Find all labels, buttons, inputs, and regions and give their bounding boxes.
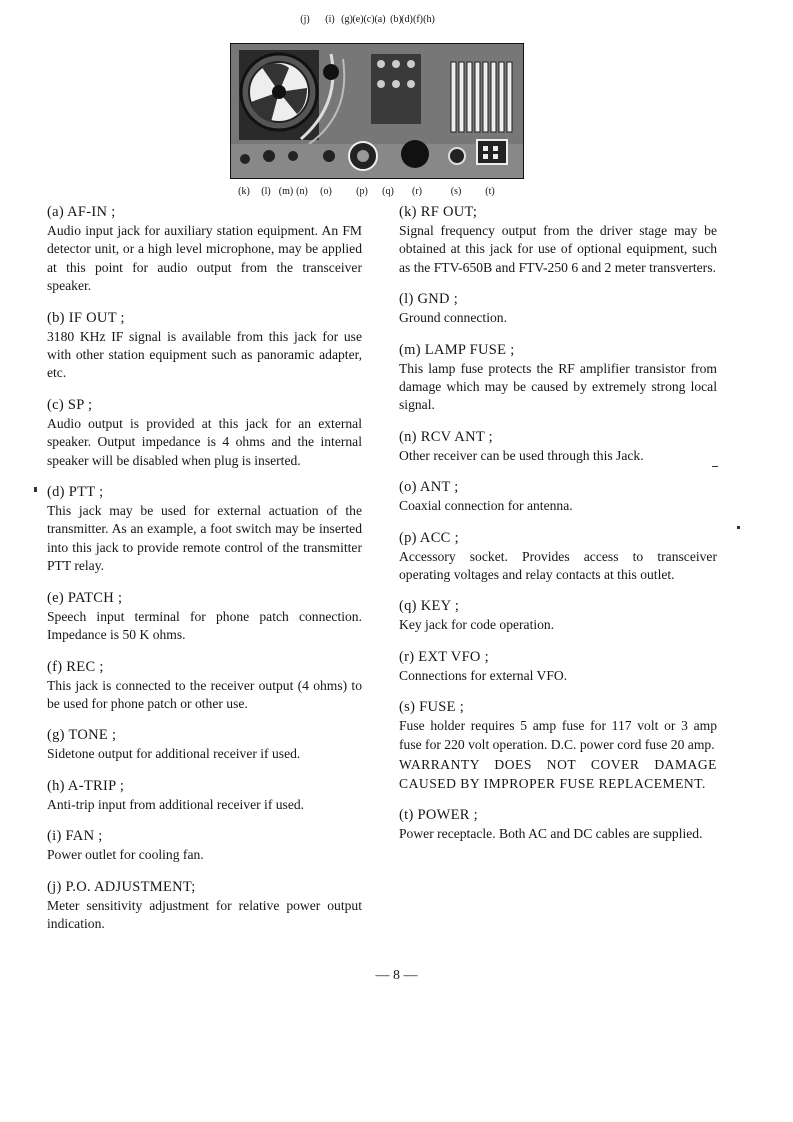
item-fan [47, 827, 362, 864]
item-heading: (m) LAMP FUSE ; [399, 341, 515, 358]
item-gnd [399, 290, 717, 327]
item-description: Audio input jack for auxiliary station equipment. An FM detector unit, or a high level microphone, may be applied at this point for audio output from the transceiver speaker. [47, 223, 362, 294]
item-af-in [47, 203, 362, 296]
page-number: — 8 — [375, 968, 418, 983]
callout-t: (t) [485, 186, 495, 197]
item-description: Connections for external VFO. [399, 667, 568, 683]
item-description: Coaxial connection for antenna. [399, 498, 573, 514]
item-if-out [47, 309, 362, 383]
item-description: Fuse holder requires 5 amp fuse for 117 volt or 3 amp fuse for 220 volt operation. D.C. power cord fuse 20 amp. [399, 718, 717, 752]
item-description: Power receptacle. Both AC and DC cables are supplied. [399, 825, 703, 841]
callout-r: (r) [412, 186, 422, 197]
callout-n: (n) [296, 186, 308, 197]
rear-panel-photo [230, 43, 524, 179]
item-heading: (a) AF-IN ; [47, 204, 116, 220]
item-heading: (k) RF OUT; [399, 204, 478, 220]
item-lamp-fuse [399, 341, 717, 415]
item-description: This jack is connected to the receiver output (4 ohms) to be used for phone patch or other use. [47, 677, 362, 711]
item-ptt [47, 483, 362, 576]
item-sp [47, 396, 362, 470]
item-heading: (l) GND ; [399, 291, 459, 308]
scan-speck [712, 466, 718, 467]
item-heading: (i) FAN ; [47, 828, 103, 845]
item-heading: (n) RCV ANT ; [399, 428, 494, 445]
scan-speck [34, 487, 37, 492]
figure-top-callouts [0, 14, 793, 28]
left-column [47, 203, 362, 946]
item-po-adjustment [47, 878, 362, 934]
item-description: Key jack for code operation. [399, 617, 555, 633]
item-power [399, 806, 717, 843]
item-description: Anti-trip input from additional receiver if used. [47, 796, 305, 812]
item-fuse [399, 698, 717, 793]
item-heading: (q) KEY ; [399, 598, 460, 615]
item-heading: (e) PATCH ; [47, 589, 123, 606]
callout-j: (j) [300, 14, 310, 25]
right-column [399, 203, 717, 856]
item-rec [47, 658, 362, 714]
item-heading: (j) P.O. ADJUSTMENT; [47, 878, 196, 895]
item-heading: (s) FUSE ; [399, 699, 465, 716]
item-description: 3180 KHz IF signal is available from this jack for use with other station equipment such as panoramic adapter, etc. [47, 328, 362, 381]
item-description: Other receiver can be used through this Jack. [399, 447, 644, 463]
callout-b: (b) [390, 14, 402, 25]
item-heading: (f) REC ; [47, 658, 104, 675]
item-description: Audio output is provided at this jack for an external speaker. Output impedance is 4 ohms and the internal speaker will be disabled when plug is inserted. [47, 415, 362, 468]
figure-bottom-callouts [0, 186, 793, 200]
item-description: This lamp fuse protects the RF amplifier transistor from damage which may be caused by extremely strong local signal. [399, 360, 717, 413]
callout-i: (i) [325, 14, 335, 25]
item-rf-out [399, 203, 717, 277]
item-description: Ground connection. [399, 310, 507, 326]
item-description: Signal frequency output from the driver stage may be obtained at this jack for use of optional equipment, such as the FTV-650B and FTV-250 6 and 2 meter transverters. [399, 223, 717, 275]
callout-s: (s) [450, 186, 462, 197]
item-key [399, 597, 717, 634]
item-ext-vfo [399, 648, 717, 685]
item-acc [399, 529, 717, 585]
item-heading: (o) ANT ; [399, 479, 459, 496]
callout-l: (l) [261, 186, 271, 197]
callout-a: (a) [374, 14, 386, 25]
item-tone [47, 726, 362, 763]
item-patch [47, 589, 362, 645]
item-description: Meter sensitivity adjustment for relative power output indication. [47, 897, 362, 931]
item-description: Power outlet for cooling fan. [47, 847, 204, 863]
callout-k: (k) [238, 186, 250, 197]
item-heading: (b) IF OUT ; [47, 309, 125, 326]
warranty-warning: WARRANTY DOES NOT COVER DAMAGE CAUSED BY IMPROPER FUSE REPLACEMENT. [399, 757, 717, 791]
callout-d: (d) [401, 14, 413, 25]
item-description: This jack may be used for external actuation of the transmitter. As an example, a foot switch may be inserted into this jack to provide remote control of the transmitter PTT relay. [47, 503, 362, 574]
callout-h: (h) [423, 14, 435, 25]
scan-speck [737, 526, 740, 529]
item-rcv-ant [399, 428, 717, 465]
callout-f: (f) [413, 14, 423, 25]
item-ant [399, 478, 717, 515]
item-description: Speech input terminal for phone patch connection. Impedance is 50 K ohms. [47, 608, 362, 643]
callout-c: (c) [363, 14, 375, 25]
callout-q: (q) [382, 186, 394, 197]
callout-g: (g) [341, 14, 353, 25]
item-heading: (t) POWER ; [399, 806, 479, 823]
item-heading: (d) PTT ; [47, 484, 104, 501]
item-description: Sidetone output for additional receiver if used. [47, 746, 301, 762]
item-heading: (p) ACC ; [399, 529, 459, 546]
callout-o: (o) [320, 186, 332, 197]
callout-e: (e) [352, 14, 364, 25]
callout-p: (p) [356, 186, 368, 197]
item-a-trip [47, 777, 362, 814]
item-heading: (h) A-TRIP ; [47, 777, 125, 794]
rear-panel-illustration [231, 44, 523, 178]
item-heading: (g) TONE ; [47, 727, 117, 744]
callout-m: (m) [278, 186, 294, 197]
item-description: Accessory socket. Provides access to transceiver operating voltages and relay contacts at this outlet. [399, 548, 717, 583]
item-heading: (r) EXT VFO ; [399, 648, 489, 665]
item-heading: (c) SP ; [47, 396, 93, 413]
